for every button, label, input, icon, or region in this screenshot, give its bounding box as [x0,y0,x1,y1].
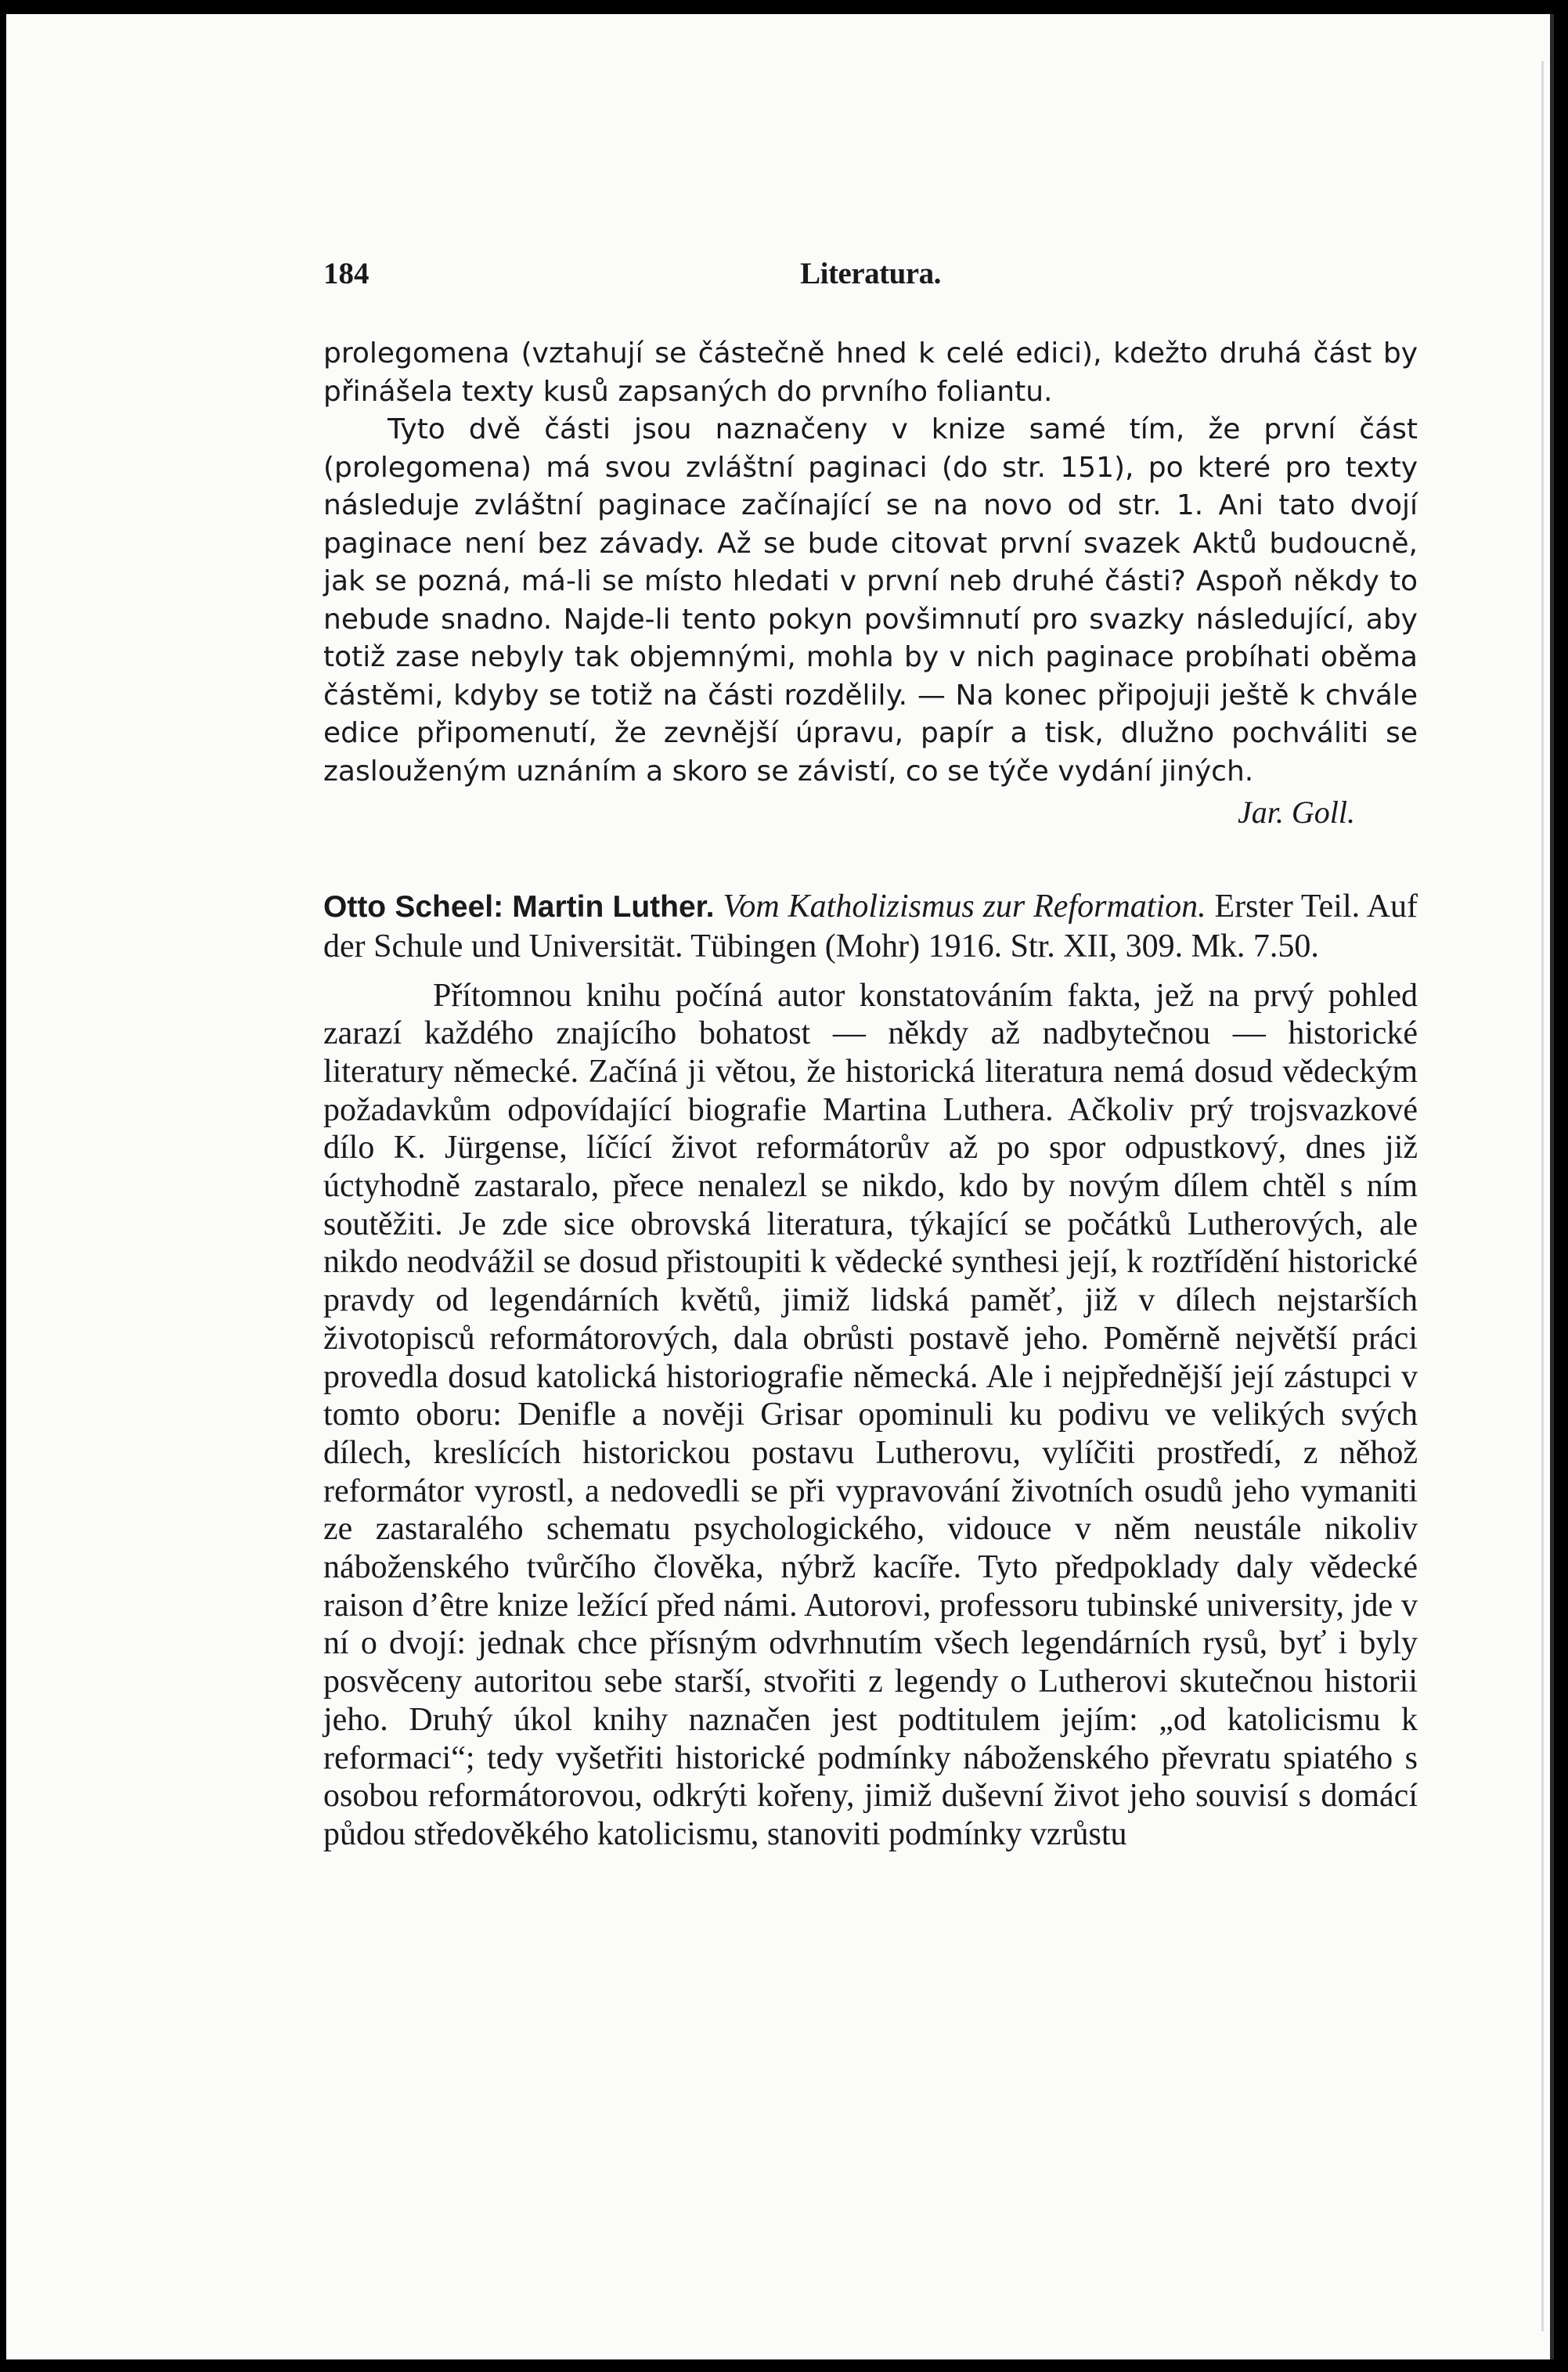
running-head: Literatura. [800,257,941,290]
header-spacer [323,296,1418,335]
page-number: 184 [323,257,369,290]
page-sheet [6,14,1554,2359]
paragraph-pagination: Tyto dvě části jsou naznačeny v knize samé tím, že první část (prolegomena) má svou zvláštní paginaci (do str. 151), po které pro texty následuje zvláštní paginace začínající se na novo od str. 1. Ani tato dvojí paginace není bez závady. Až se bude citovat první svazek Aktů budoucně, jak se pozná, má-li se místo hledati v první neb druhé části? Aspoň někdy to nebude snadno. Najde-li tento pokyn povšimnutí pro svazky následující, aby totiž zase nebyly tak objemnými, mohla by v nich paginace probíhati oběma částěmi, kdyby se totiž na části rozdělily. — Na konec připojuji ještě k chvále edice připomenutí, že zevnější úpravu, papír a tisk, dlužno pochváliti se zaslouženým uznáním a skoro se závistí, co se týče vydání jiných. [323,413,1418,788]
page-header [323,249,1418,296]
signature: Jar. Goll. [1238,795,1355,830]
scan-edge-line [1541,61,1544,2331]
review-author-title: Otto Scheel: Martin Luther. [323,889,715,924]
review-subtitle: Vom Katholizismus zur Reformation. [723,888,1206,925]
review-heading [323,887,1418,966]
paragraph-continuation: prolegomena (vztahují se částečně hned k celé edici), kdežto druhá část by přinášela texty kusů zapsaných do prvního foliantu. [323,337,1418,408]
review-details: Erster Teil. Auf der Schule und Universität. Tübingen (Mohr) 1916. Str. XII, 309. Mk. 7.50. [323,888,1418,964]
review-body: Přítomnou knihu počíná autor konstatováním fakta, jež na prvý pohled zarazí každého znajícího bohatost — někdy až nadbytečnou — historické literatury německé. Začíná ji větou, že historická literatura nemá dosud vědeckým požadavkům odpovídající biografie Martina Luthera. Ačkoliv prý trojsvazkové dílo K. Jürgense, líčící život reformátorův až po spor odpustkový, dnes již úctyhodně zastaralo, přece nenalezl se nikdo, kdo by novým dílem chtěl s ním soutěžiti. Je zde sice obrovská literatura, týkající se počátků Lutherových, ale nikdo neodvážil se dosud přistoupiti k vědecké synthesi její, k roztřídění historické pravdy od legendárních květů, jimiž lidská paměť, již v dílech nejstarších životopisců reformátorových, dala obrůsti postavě jeho. Poměrně největší práci provedla dosud katolická historiografie německá. Ale i nejpřednější její zástupci v tomto oboru: Denifle a nověji Grisar opominuli ku podivu ve velikých svých dílech, kreslících historickou postavu Lutherovu, vylíčiti prostředí, z něhož reformátor vyrostl, a nedovedli se při vypravování životních osudů jeho vymaniti ze zastaralého schematu psychologického, vidouce v něm neustále nikoliv náboženského tvůrčího člověka, nýbrž kacíře. Tyto předpoklady daly vědecké raison d’être knize ležící před námi. Autorovi, professoru tubinské university, jde v ní o dvojí: jednak chce přísným odvrhnutím všech legendárních rysů, byť i byly posvěceny autoritou sebe starší, stvořiti z legendy o Lutherovi skutečnou historii jeho. Druhý úkol knihy naznačen jest podtitulem jejím: „od katolicismu k reformaci“; tedy vyšetřiti historické podmínky náboženského převratu spiatého s osobou reformátorovou, odkrýti kořeny, jimiž duševní život jeho souvisí s domácí půdou středověkého katolicismu, stanoviti podmínky vzrůstu [323,977,1418,1852]
page-text-block [323,249,1418,1887]
